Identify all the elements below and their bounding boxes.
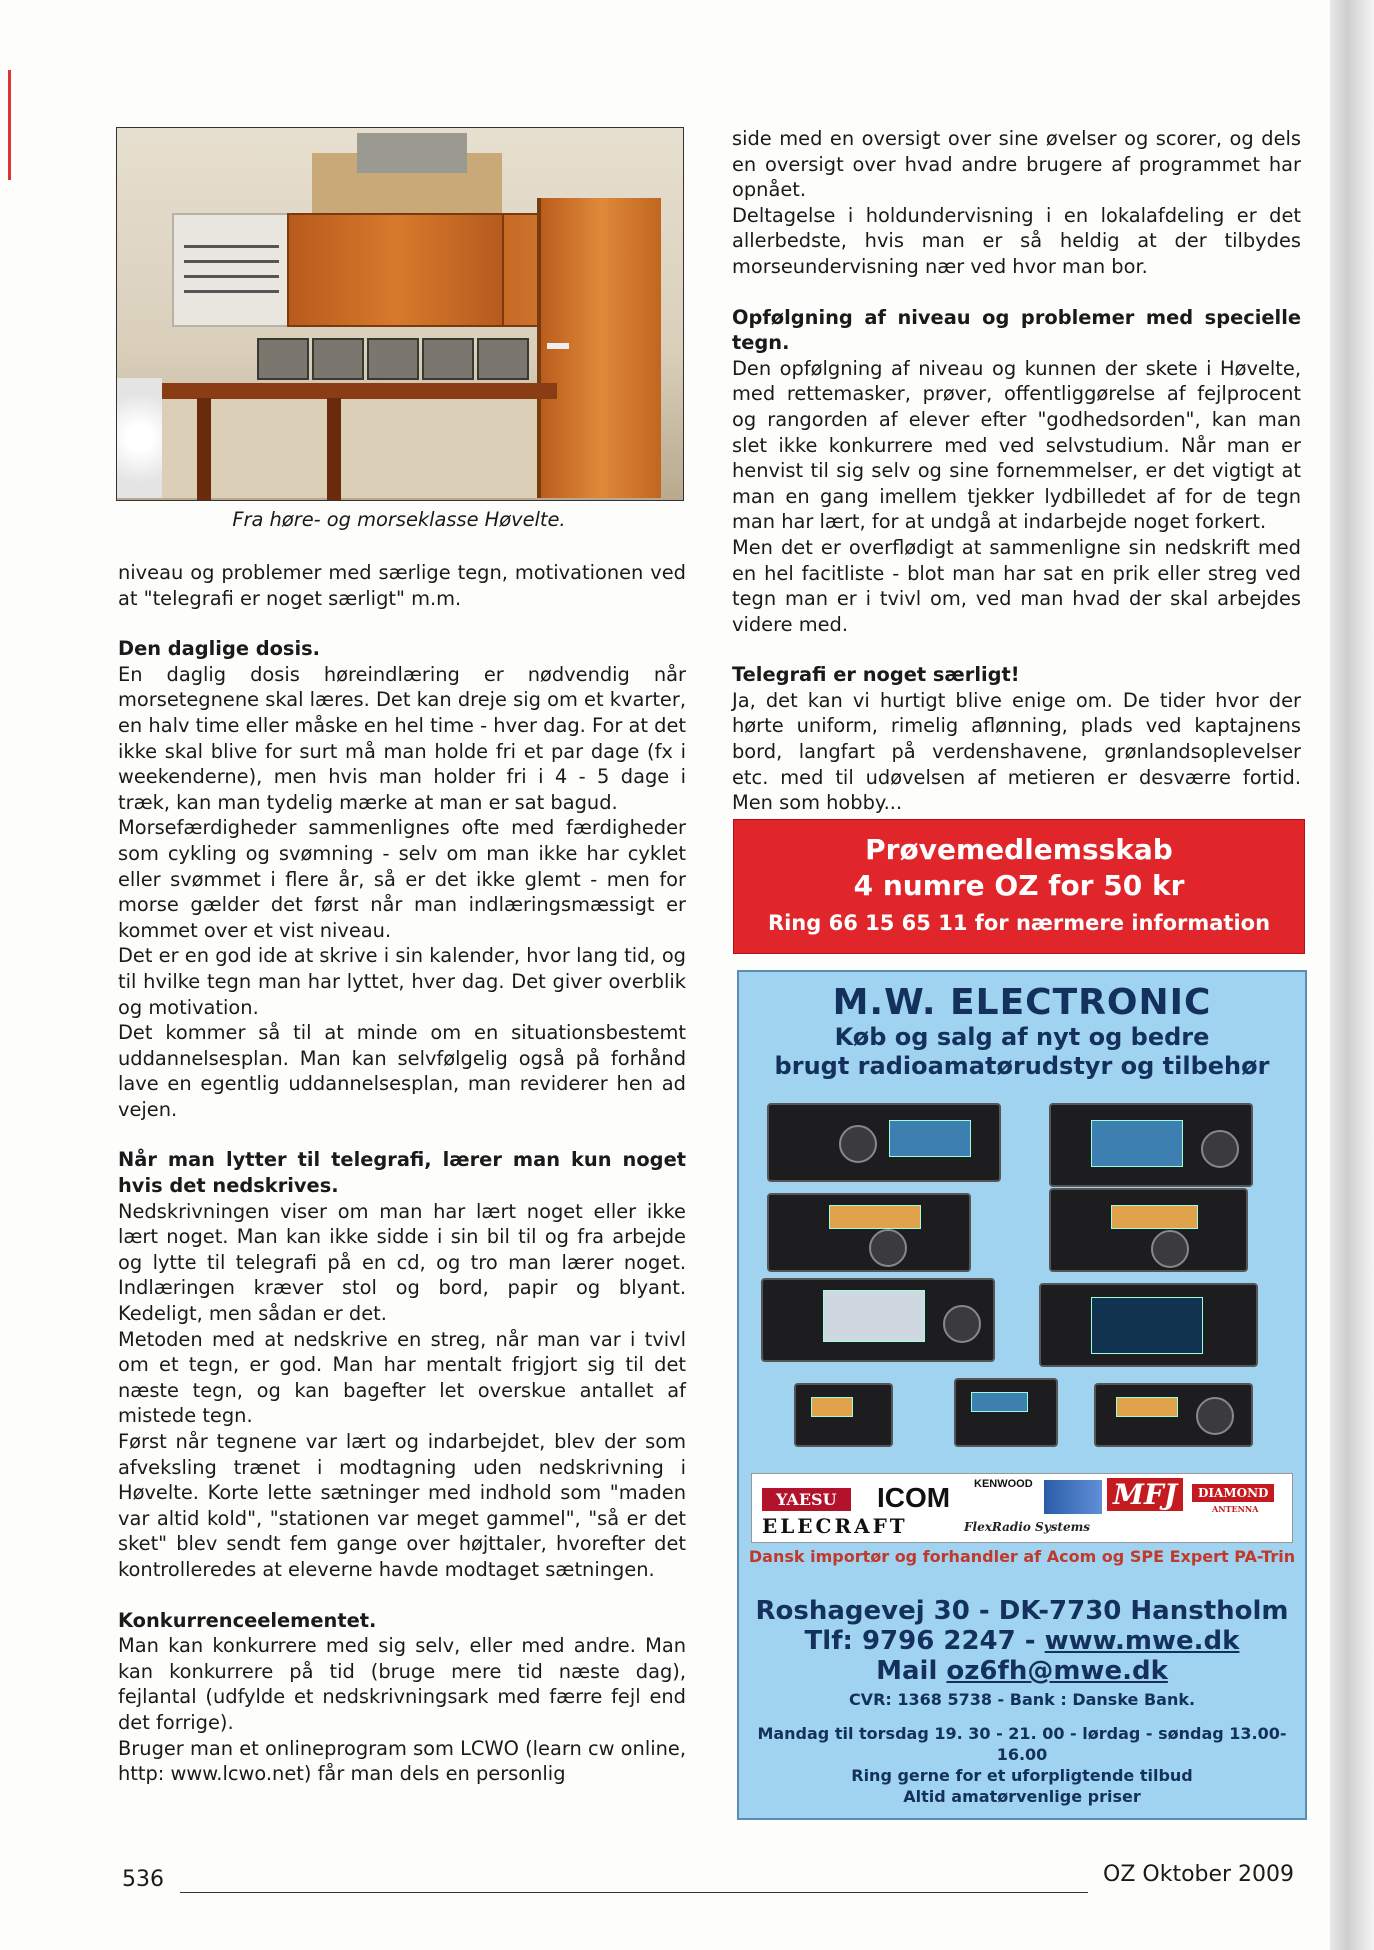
paragraph: Metoden med at nedskrive en streg, når man var i tvivl om et tegn, er god. Man har mentalt frigjort sig til det næste tegn, og kan bagefter let overskue antallet af mistede tegn. <box>118 1327 686 1428</box>
paragraph: Deltagelse i holdundervisning i en lokalafdeling er det allerbedste, hvis man er så heldig at der tilbydes morseundervisning nær ved hvor man bor. <box>732 203 1301 278</box>
offer-title: Prøvemedlemsskab <box>865 833 1173 866</box>
diamond-antenna-label: ANTENNA <box>1212 1504 1259 1514</box>
website-link[interactable]: www.mwe.dk <box>1044 1626 1240 1656</box>
page-edge <box>1330 0 1374 1950</box>
radio-transceiver-image <box>1039 1283 1258 1367</box>
paragraph: Nedskrivningen viser om man har lært noget eller ikke lært noget. Man kan ikke sidde i sin bil til og fra arbejde og lytte til telegrafi på en cd, og tro man lærer noget. Indlæringen kræver stol og bord, papir og blyant. Kedeligt, men sådan er det. <box>118 1199 686 1326</box>
brand-logos <box>751 1473 1293 1543</box>
classroom-photo <box>116 127 684 501</box>
paragraph: Den opfølgning af niveau og kunnen der skete i Høvelte, med rettemasker, prøver, offentliggørelse af fejlprocent og rangorden af elever efter "godhedsorden", kan man slet ikke konkurrere med ved selvstudium. Når man er henvist til sig selv og sine fornemmelser, er det vigtigt at man en gang imellem tjekker lydbilledet af for de tegn man har lært, for at undgå at indarbejde noget forkert. <box>732 356 1301 534</box>
mfj-logo: MFJ <box>1107 1478 1183 1511</box>
elecraft-logo: ELECRAFT <box>762 1514 908 1538</box>
ad-subtitle: brugt radioamatørudstyr og tilbehør <box>774 1052 1270 1080</box>
paragraph: Man kan konkurrere med sig selv, eller med andre. Man kan konkurrere på tid (bruge mere tid næste dag), fejlantal (udfylde et nedskrivningsark med færre fejl end det forrige). <box>118 1634 686 1734</box>
radio-transceiver-image <box>954 1378 1058 1447</box>
radio-transceiver-image <box>794 1383 893 1447</box>
mw-electronic-ad <box>737 970 1307 1820</box>
ad-prices: Altid amatørvenlige priser <box>903 1787 1141 1806</box>
email-link[interactable]: oz6fh@mwe.dk <box>946 1656 1168 1686</box>
radio-equipment-logo-image <box>1044 1480 1102 1514</box>
paragraph: Men det er overflødigt at sammenligne sin nedskrift med en hel facitliste - blot man har sat en prik eller streg ved tegn man er i tvivl om, ved man hvad der skal arbejdes videre med. <box>732 535 1301 636</box>
right-column <box>732 126 1301 816</box>
intro-paragraph: niveau og problemer med særlige tegn, motivationen ved at "telegrafi er noget særligt" m.m. <box>118 561 686 610</box>
icom-logo: ICOM <box>877 1482 951 1513</box>
paragraph: En daglig dosis høreindlæring er nødvendig når morsetegnene skal læres. Det kan dreje sig om et kvarter, en halv time eller måske en hel time - hver dag. For at det ikke skal blive for surt må man holde fri et par dage (fx i weekenderne), men hvis man holder fri i 4 - 5 dage i træk, kan man tydelig mærke at man er sat bagud. <box>118 662 686 814</box>
section-heading-daily-dose: Den daglige dosis. <box>118 637 321 661</box>
radio-transceiver-image <box>1094 1383 1253 1447</box>
flexradio-logo: FlexRadio Systems <box>964 1520 1091 1534</box>
paragraph: Ja, det kan vi hurtigt blive enige om. De tider hvor der hørte uniform, rimelig aflønning, plads ved kaptajnens bord, langfart på verdenshavene, grønlandsoplevelser etc. med til udøvelsen af metieren er desværre fortid. Men som hobby... <box>732 688 1301 815</box>
paragraph: side med en oversigt over sine øvelser og scorer, og dels en oversigt over hvad andre brugere af programmet har opnået. <box>732 127 1301 202</box>
magazine-issue: OZ Oktober 2009 <box>1103 1862 1295 1887</box>
mail-label: Mail <box>876 1656 947 1686</box>
paragraph: Først når tegnene var lært og indarbejdet, blev der som afveksling trænet i modtagning uden nedskrivning i Høvelte. Korte lette sætninger med indhold som "maden var altid kold", "stationen var meget gammel", "så er det sket" blev sendt fem gange over højttaler, hvorefter det kontrolleredes at eleverne havde modtaget sætningen. <box>118 1430 686 1581</box>
ad-offer: Ring gerne for et uforpligtende tilbud <box>851 1766 1193 1785</box>
diamond-logo: DIAMOND <box>1192 1484 1274 1502</box>
ad-subtitle: Køb og salg af nyt og bedre <box>834 1023 1210 1051</box>
section-heading-competition: Konkurrenceelementet. <box>118 1608 377 1632</box>
paragraph: Morsefærdigheder sammenlignes ofte med færdigheder som cykling og svømning - selv om man ikke har cyklet eller svømmet i flere år, så er det ikke glemt - men for morse gælder det først når man indlæringsmæssigt er kommet over et vist niveau. <box>118 816 686 942</box>
ad-cvr: CVR: 1368 5738 - Bank : Danske Bank. <box>848 1690 1196 1709</box>
section-heading-write-down: Når man lytter til telegrafi, lærer man kun noget hvis det nedskrives. <box>118 1148 686 1198</box>
radio-transceiver-image <box>767 1103 1001 1182</box>
paragraph: Det er en god ide at skrive i sin kalender, hvor lang tid, og til hvilke tegn man har lyttet, hver dag. Det giver overblik og motivation. <box>118 944 686 1019</box>
radio-transceiver-image <box>767 1193 971 1272</box>
ad-hours: Mandag til torsdag 19. 30 - 21. 00 - lørdag - søndag 13.00-16.00 <box>757 1724 1287 1764</box>
photo-caption: Fra høre- og morseklasse Høvelte. <box>232 508 566 531</box>
paragraph: Det kommer så til at minde om en situationsbestemt uddannelsesplan. Man kan selvfølgelig også på forhånd lave en egentlig uddannelsesplan, man reviderer hen ad vejen. <box>118 1021 686 1121</box>
ad-address: Roshagevej 30 - DK-7730 Hanstholm <box>755 1596 1289 1626</box>
offer-price: 4 numre OZ for 50 kr <box>853 869 1185 902</box>
left-column <box>118 560 686 1787</box>
paragraph: Bruger man et onlineprogram som LCWO (learn cw online, http: www.lcwo.net) får man dels en personlig <box>118 1736 686 1786</box>
radio-transceiver-image <box>1049 1103 1253 1187</box>
radio-transceiver-image <box>1049 1188 1248 1272</box>
ad-phone-line <box>739 1626 1305 1656</box>
phone-text: Tlf: 9796 2247 - <box>804 1626 1045 1656</box>
offer-phone: Ring 66 15 65 11 for nærmere information <box>767 911 1271 935</box>
page-margin-mark <box>8 70 11 180</box>
radio-equipment-images <box>739 1093 1305 1463</box>
footer-rule <box>180 1892 1088 1893</box>
section-heading-follow-up: Opfølgning af niveau og problemer med specielle tegn. <box>732 305 1301 355</box>
kenwood-logo: KENWOOD <box>974 1478 1033 1490</box>
membership-offer-box <box>733 819 1305 954</box>
ad-brand: M.W. ELECTRONIC <box>832 982 1212 1023</box>
importer-note: Dansk importør og forhandler af Acom og SPE Expert PA-Trin <box>748 1547 1296 1566</box>
section-heading-special: Telegrafi er noget særligt! <box>732 663 1020 687</box>
radio-transceiver-image <box>761 1278 995 1362</box>
ad-mail-line <box>739 1656 1305 1686</box>
page-number: 536 <box>122 1867 164 1892</box>
yaesu-logo: YAESU <box>762 1488 851 1511</box>
